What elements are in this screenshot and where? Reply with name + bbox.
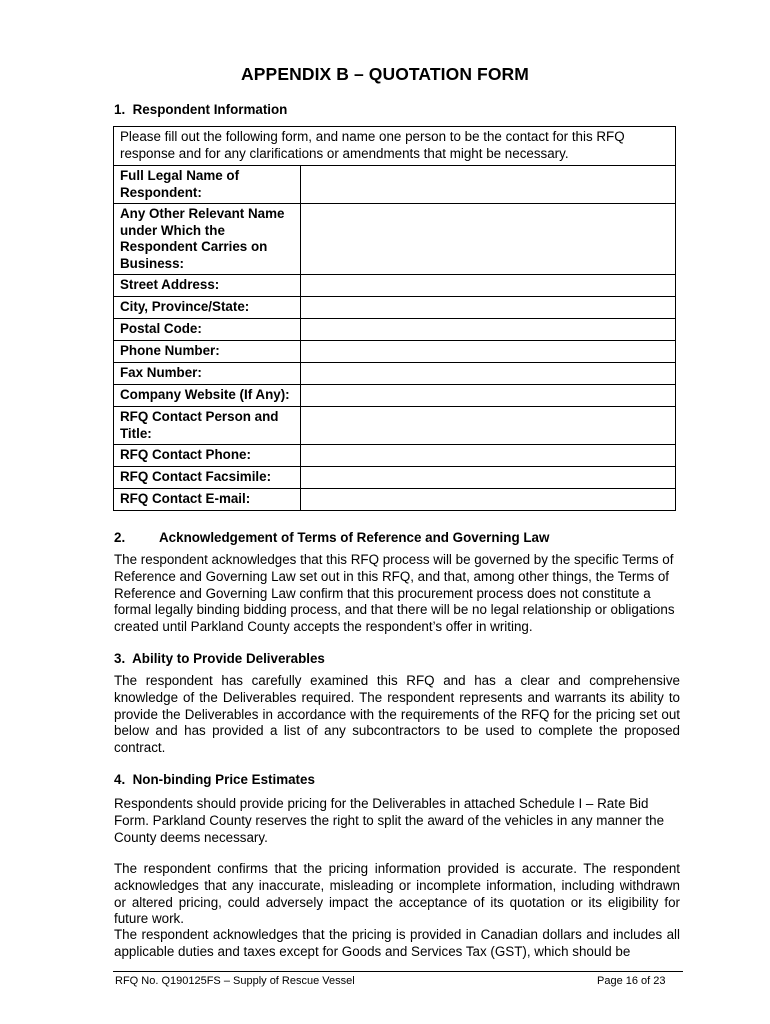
field-value-contact-email[interactable] <box>301 489 676 511</box>
table-row <box>114 319 676 341</box>
field-value-street-address[interactable] <box>301 275 676 297</box>
field-label-contact-person: RFQ Contact Person and Title: <box>114 407 301 445</box>
field-value-phone-number[interactable] <box>301 341 676 363</box>
section-4-heading <box>114 772 315 787</box>
table-intro-row <box>114 127 676 166</box>
section-3-title: Ability to Provide Deliverables <box>132 651 325 666</box>
section-4-body-1: Respondents should provide pricing for the Deliverables in attached Schedule I – Rate Bid Form. Parkland County reserves the right to split the award of the vehicles in any manner the County deems necessary. <box>114 796 665 845</box>
field-label-fax-number: Fax Number: <box>114 363 301 385</box>
table-row <box>114 489 676 511</box>
section-2-body: The respondent acknowledges that this RFQ process will be governed by the specific Terms of Reference and Governing Law set out in this RFQ, and that, among other things, the Terms of Reference and Governing Law confirm that this procurement process does not constitute a formal legally binding bidding process, and that there will be no legal relationship or obligations created until Parkland County accepts the respondent’s offer in writing. <box>114 552 675 635</box>
field-value-postal-code[interactable] <box>301 319 676 341</box>
section-4-title: Non-binding Price Estimates <box>132 772 315 787</box>
field-label-contact-facsimile: RFQ Contact Facsimile: <box>114 467 301 489</box>
table-row <box>114 166 676 204</box>
table-row <box>114 467 676 489</box>
field-label-street-address: Street Address: <box>114 275 301 297</box>
table-row <box>114 204 676 275</box>
section-2-title: Acknowledgement of Terms of Reference and Governing Law <box>159 530 550 545</box>
table-row <box>114 341 676 363</box>
field-value-contact-phone[interactable] <box>301 445 676 467</box>
section-3-body: The respondent has carefully examined this RFQ and has a clear and comprehensive knowledge of the Deliverables required. The respondent represents and warrants its ability to provide the Deliverables in accordance with the requirements of the RFQ for the pricing set out below and has provided a list of any subcontractors to be used to complete the proposed contract. <box>114 673 680 756</box>
footer-divider <box>113 971 683 972</box>
field-value-legal-name[interactable] <box>301 166 676 204</box>
footer-page-number: Page 16 of 23 <box>597 975 666 987</box>
field-value-contact-person[interactable] <box>301 407 676 445</box>
field-label-legal-name: Full Legal Name of Respondent: <box>114 166 301 204</box>
field-label-contact-email: RFQ Contact E-mail: <box>114 489 301 511</box>
table-row <box>114 445 676 467</box>
field-value-city-province[interactable] <box>301 297 676 319</box>
field-value-fax-number[interactable] <box>301 363 676 385</box>
field-label-contact-phone: RFQ Contact Phone: <box>114 445 301 467</box>
table-row <box>114 275 676 297</box>
section-4-body-2: The respondent confirms that the pricing information provided is accurate. The respondent acknowledges that any inaccurate, misleading or incomplete information, including withdrawn or altered pricing, could adversely impact the acceptance of its quotation or its eligibility for future work. <box>114 861 680 927</box>
table-row <box>114 363 676 385</box>
field-value-contact-facsimile[interactable] <box>301 467 676 489</box>
footer-rfq-reference: RFQ No. Q190125FS – Supply of Rescue Vessel <box>115 975 355 987</box>
section-4-number: 4. <box>114 772 126 787</box>
section-1-heading <box>114 102 287 117</box>
section-2-heading <box>114 530 549 545</box>
table-intro-text: Please fill out the following form, and name one person to be the contact for this RFQ response and for any clarifications or amendments that might be necessary. <box>114 127 676 166</box>
field-label-city-province: City, Province/State: <box>114 297 301 319</box>
field-label-postal-code: Postal Code: <box>114 319 301 341</box>
field-label-phone-number: Phone Number: <box>114 341 301 363</box>
section-4-body-3: The respondent acknowledges that the pricing is provided in Canadian dollars and includes all applicable duties and taxes except for Goods and Services Tax (GST), which should be <box>114 927 680 959</box>
section-3-number: 3. <box>114 651 126 666</box>
section-3-heading <box>114 651 325 666</box>
field-value-other-name[interactable] <box>301 204 676 275</box>
section-1-title: Respondent Information <box>132 102 288 117</box>
field-value-company-website[interactable] <box>301 385 676 407</box>
field-label-other-name: Any Other Relevant Name under Which the Respondent Carries on Business: <box>114 204 301 275</box>
page-title: APPENDIX B – QUOTATION FORM <box>241 64 529 84</box>
field-label-company-website: Company Website (If Any): <box>114 385 301 407</box>
section-2-number: 2. <box>114 530 126 545</box>
table-row <box>114 297 676 319</box>
section-1-number: 1. <box>114 102 126 117</box>
table-row <box>114 407 676 445</box>
respondent-information-table <box>113 126 676 511</box>
table-row <box>114 385 676 407</box>
